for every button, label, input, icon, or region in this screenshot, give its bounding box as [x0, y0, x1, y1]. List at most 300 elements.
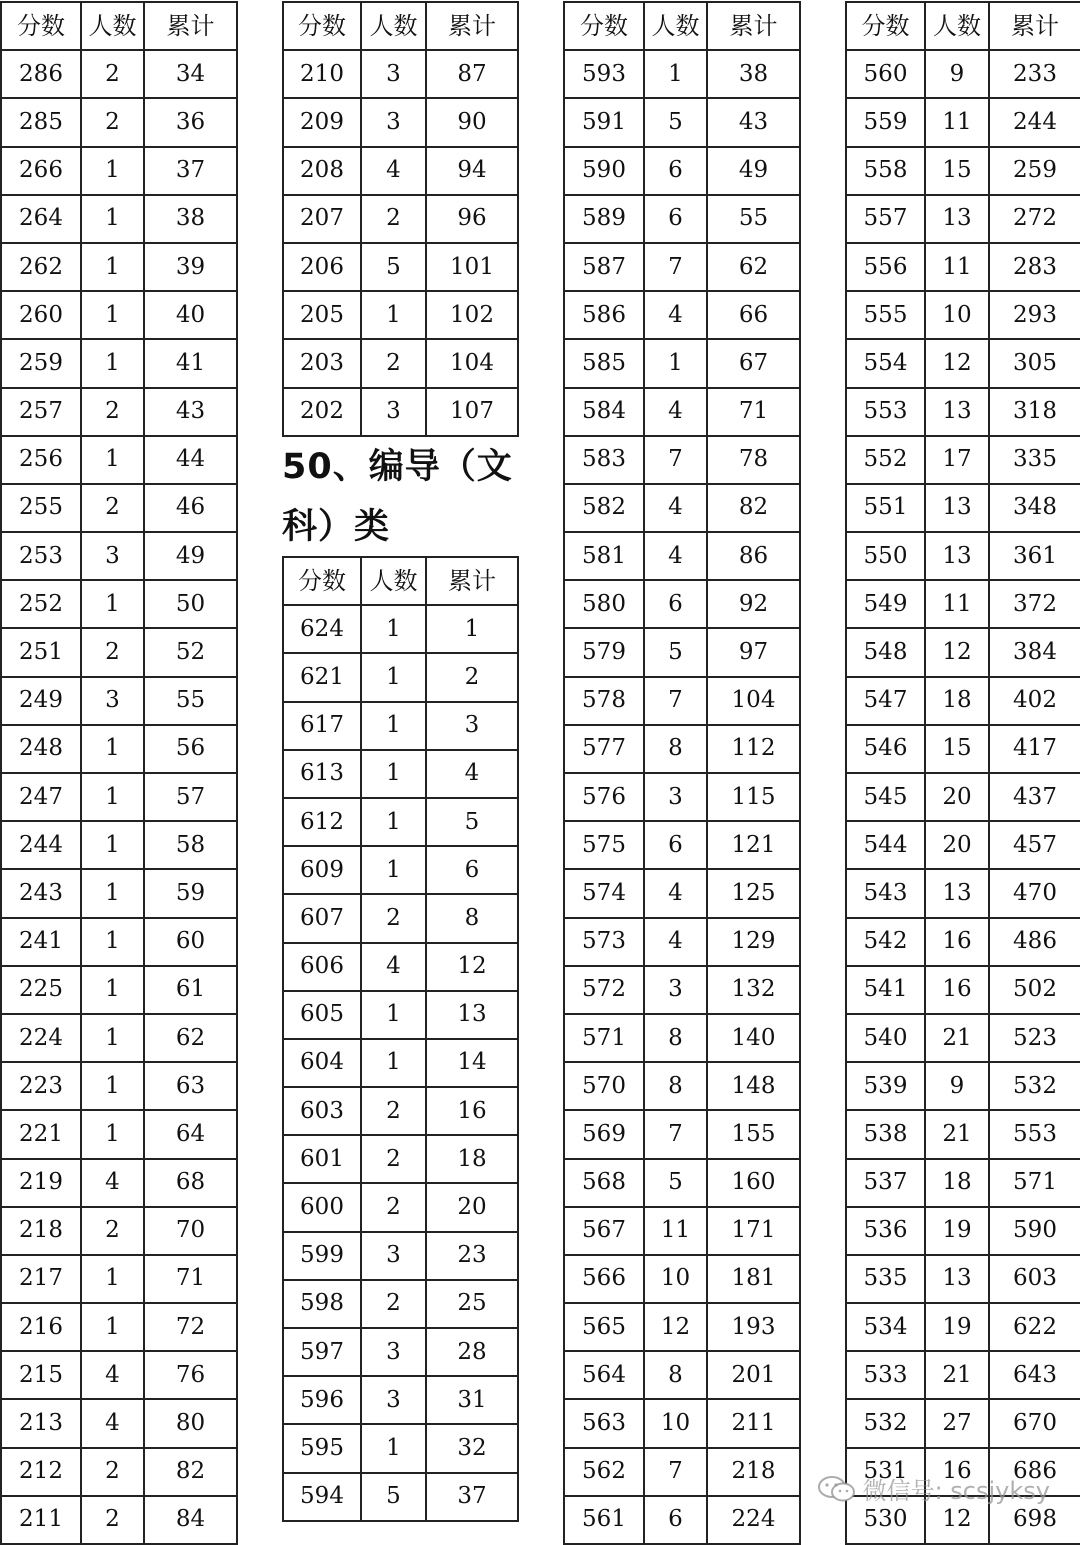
score-cell: 590	[564, 147, 644, 195]
score-cell: 538	[846, 1110, 925, 1158]
table-header-row	[1, 2, 237, 50]
score-table-1	[0, 1, 238, 1545]
column-header: 人数	[361, 2, 426, 50]
cumulative-cell: 43	[707, 98, 800, 146]
table-row	[283, 1473, 518, 1521]
count-cell: 3	[361, 1376, 426, 1424]
count-cell: 11	[925, 243, 989, 291]
score-cell: 556	[846, 243, 925, 291]
cumulative-cell: 181	[707, 1255, 800, 1303]
table-row	[1, 1448, 237, 1496]
column-header: 人数	[644, 2, 707, 50]
table-row	[846, 628, 1080, 676]
cumulative-cell: 140	[707, 1014, 800, 1062]
table-row	[846, 50, 1080, 98]
count-cell: 1	[81, 1062, 144, 1110]
table-row	[1, 388, 237, 436]
table-row	[564, 147, 800, 195]
score-cell: 207	[283, 195, 361, 243]
cumulative-cell: 82	[707, 484, 800, 532]
cumulative-cell: 622	[989, 1303, 1080, 1351]
count-cell: 21	[925, 1351, 989, 1399]
cumulative-cell: 2	[426, 653, 518, 701]
score-cell: 546	[846, 725, 925, 773]
score-cell: 624	[283, 605, 361, 653]
cumulative-cell: 132	[707, 966, 800, 1014]
count-cell: 1	[81, 580, 144, 628]
count-cell: 15	[925, 147, 989, 195]
table-row	[564, 1014, 800, 1062]
table-row	[846, 1399, 1080, 1447]
cumulative-cell: 49	[707, 147, 800, 195]
column-header: 分数	[846, 2, 925, 50]
count-cell: 2	[361, 1135, 426, 1183]
table-row	[846, 966, 1080, 1014]
cumulative-cell: 97	[707, 628, 800, 676]
count-cell: 27	[925, 1399, 989, 1447]
table-row	[1, 628, 237, 676]
cumulative-cell: 57	[144, 773, 237, 821]
score-cell: 285	[1, 98, 81, 146]
cumulative-cell: 55	[144, 677, 237, 725]
count-cell: 2	[81, 1448, 144, 1496]
score-cell: 595	[283, 1424, 361, 1472]
score-cell: 598	[283, 1280, 361, 1328]
score-cell: 249	[1, 677, 81, 725]
score-cell: 213	[1, 1399, 81, 1447]
count-cell: 11	[644, 1207, 707, 1255]
count-cell: 1	[644, 339, 707, 387]
cumulative-cell: 112	[707, 725, 800, 773]
score-cell: 550	[846, 532, 925, 580]
cumulative-cell: 31	[426, 1376, 518, 1424]
count-cell: 1	[361, 1424, 426, 1472]
cumulative-cell: 58	[144, 821, 237, 869]
cumulative-cell: 372	[989, 580, 1080, 628]
table-row	[283, 653, 518, 701]
score-cell: 585	[564, 339, 644, 387]
count-cell: 2	[81, 98, 144, 146]
cumulative-cell: 553	[989, 1110, 1080, 1158]
table-row	[1, 436, 237, 484]
cumulative-cell: 571	[989, 1159, 1080, 1207]
score-cell: 604	[283, 1039, 361, 1087]
count-cell: 10	[644, 1255, 707, 1303]
table-row	[564, 1351, 800, 1399]
count-cell: 1	[81, 773, 144, 821]
cumulative-cell: 318	[989, 388, 1080, 436]
cumulative-cell: 470	[989, 869, 1080, 917]
count-cell: 3	[644, 773, 707, 821]
table-row	[564, 50, 800, 98]
cumulative-cell: 82	[144, 1448, 237, 1496]
score-cell: 542	[846, 918, 925, 966]
score-cell: 224	[1, 1014, 81, 1062]
table-row	[564, 821, 800, 869]
count-cell: 16	[925, 918, 989, 966]
table-header-row	[283, 2, 518, 50]
count-cell: 5	[644, 1159, 707, 1207]
cumulative-cell: 148	[707, 1062, 800, 1110]
score-cell: 262	[1, 243, 81, 291]
score-cell: 568	[564, 1159, 644, 1207]
score-cell: 583	[564, 436, 644, 484]
table-row	[283, 147, 518, 195]
count-cell: 7	[644, 436, 707, 484]
table-row	[1, 50, 237, 98]
count-cell: 1	[361, 846, 426, 894]
score-cell: 617	[283, 702, 361, 750]
cumulative-cell: 96	[426, 195, 518, 243]
table-row	[846, 773, 1080, 821]
column-header: 累计	[989, 2, 1080, 50]
count-cell: 18	[925, 1159, 989, 1207]
score-cell: 557	[846, 195, 925, 243]
count-cell: 1	[81, 243, 144, 291]
cumulative-cell: 3	[426, 702, 518, 750]
count-cell: 13	[925, 869, 989, 917]
cumulative-cell: 86	[707, 532, 800, 580]
count-cell: 4	[361, 943, 426, 991]
count-cell: 8	[644, 1351, 707, 1399]
table-row	[283, 702, 518, 750]
count-cell: 12	[925, 1496, 989, 1544]
cumulative-cell: 201	[707, 1351, 800, 1399]
score-cell: 582	[564, 484, 644, 532]
score-cell: 613	[283, 750, 361, 798]
cumulative-cell: 348	[989, 484, 1080, 532]
score-cell: 565	[564, 1303, 644, 1351]
count-cell: 6	[644, 821, 707, 869]
table-row	[1, 966, 237, 1014]
score-cell: 612	[283, 798, 361, 846]
score-table-5	[845, 1, 1080, 1545]
score-cell: 575	[564, 821, 644, 869]
table-row	[846, 677, 1080, 725]
count-cell: 13	[925, 195, 989, 243]
table-row	[283, 1183, 518, 1231]
count-cell: 3	[81, 532, 144, 580]
score-cell: 552	[846, 436, 925, 484]
count-cell: 7	[644, 1448, 707, 1496]
score-cell: 264	[1, 195, 81, 243]
count-cell: 16	[925, 966, 989, 1014]
count-cell: 5	[361, 243, 426, 291]
cumulative-cell: 361	[989, 532, 1080, 580]
count-cell: 2	[81, 50, 144, 98]
count-cell: 8	[644, 1014, 707, 1062]
table-row	[846, 1303, 1080, 1351]
table-row	[564, 1303, 800, 1351]
table-row	[1, 580, 237, 628]
table-row	[564, 628, 800, 676]
count-cell: 19	[925, 1207, 989, 1255]
score-cell: 574	[564, 869, 644, 917]
table-row	[846, 388, 1080, 436]
count-cell: 2	[81, 1496, 144, 1544]
score-cell: 567	[564, 1207, 644, 1255]
table-row	[564, 1062, 800, 1110]
score-cell: 536	[846, 1207, 925, 1255]
count-cell: 7	[644, 243, 707, 291]
cumulative-cell: 12	[426, 943, 518, 991]
table-header-row	[564, 2, 800, 50]
table-row	[283, 605, 518, 653]
score-cell: 547	[846, 677, 925, 725]
table-row	[283, 1232, 518, 1280]
score-cell: 572	[564, 966, 644, 1014]
cumulative-cell: 670	[989, 1399, 1080, 1447]
count-cell: 1	[361, 798, 426, 846]
table-row	[1, 725, 237, 773]
cumulative-cell: 233	[989, 50, 1080, 98]
count-cell: 2	[81, 388, 144, 436]
count-cell: 1	[81, 918, 144, 966]
cumulative-cell: 38	[144, 195, 237, 243]
cumulative-cell: 76	[144, 1351, 237, 1399]
table-row	[846, 291, 1080, 339]
table-row	[846, 484, 1080, 532]
section-title: 50、编导（文科）类	[282, 447, 513, 547]
count-cell: 3	[361, 388, 426, 436]
cumulative-cell: 590	[989, 1207, 1080, 1255]
count-cell: 1	[81, 1014, 144, 1062]
cumulative-cell: 13	[426, 991, 518, 1039]
score-cell: 537	[846, 1159, 925, 1207]
score-table-3	[282, 556, 519, 1522]
count-cell: 4	[644, 869, 707, 917]
count-cell: 12	[925, 339, 989, 387]
cumulative-cell: 104	[426, 339, 518, 387]
score-cell: 586	[564, 291, 644, 339]
count-cell: 11	[925, 580, 989, 628]
table-row	[283, 894, 518, 942]
table-row	[564, 1159, 800, 1207]
count-cell: 20	[925, 821, 989, 869]
count-cell: 4	[644, 532, 707, 580]
column-header: 分数	[283, 557, 361, 605]
score-cell: 540	[846, 1014, 925, 1062]
score-cell: 260	[1, 291, 81, 339]
count-cell: 7	[644, 1110, 707, 1158]
count-cell: 4	[644, 388, 707, 436]
cumulative-cell: 71	[707, 388, 800, 436]
cumulative-cell: 46	[144, 484, 237, 532]
count-cell: 1	[81, 725, 144, 773]
cumulative-cell: 8	[426, 894, 518, 942]
score-cell: 581	[564, 532, 644, 580]
table-row	[846, 725, 1080, 773]
cumulative-cell: 87	[426, 50, 518, 98]
cumulative-cell: 4	[426, 750, 518, 798]
cumulative-cell: 523	[989, 1014, 1080, 1062]
score-cell: 587	[564, 243, 644, 291]
count-cell: 18	[925, 677, 989, 725]
count-cell: 1	[361, 1039, 426, 1087]
table-row	[283, 98, 518, 146]
table-row	[1, 821, 237, 869]
cumulative-cell: 23	[426, 1232, 518, 1280]
cumulative-cell: 437	[989, 773, 1080, 821]
score-cell: 589	[564, 195, 644, 243]
count-cell: 13	[925, 388, 989, 436]
table-row	[1, 484, 237, 532]
cumulative-cell: 50	[144, 580, 237, 628]
score-cell: 253	[1, 532, 81, 580]
count-cell: 19	[925, 1303, 989, 1351]
count-cell: 2	[81, 1207, 144, 1255]
score-cell: 601	[283, 1135, 361, 1183]
count-cell: 8	[644, 725, 707, 773]
cumulative-cell: 49	[144, 532, 237, 580]
cumulative-cell: 25	[426, 1280, 518, 1328]
cumulative-cell: 62	[144, 1014, 237, 1062]
cumulative-cell: 121	[707, 821, 800, 869]
count-cell: 3	[81, 677, 144, 725]
count-cell: 4	[361, 147, 426, 195]
cumulative-cell: 28	[426, 1328, 518, 1376]
count-cell: 3	[361, 1328, 426, 1376]
table-row	[846, 243, 1080, 291]
score-cell: 203	[283, 339, 361, 387]
table-row	[1, 147, 237, 195]
column-header: 分数	[1, 2, 81, 50]
score-cell: 584	[564, 388, 644, 436]
table-row	[564, 243, 800, 291]
table-row	[564, 388, 800, 436]
count-cell: 1	[361, 991, 426, 1039]
score-cell: 571	[564, 1014, 644, 1062]
score-cell: 580	[564, 580, 644, 628]
count-cell: 1	[644, 50, 707, 98]
score-cell: 570	[564, 1062, 644, 1110]
score-cell: 562	[564, 1448, 644, 1496]
score-cell: 206	[283, 243, 361, 291]
table-row	[1, 291, 237, 339]
cumulative-cell: 115	[707, 773, 800, 821]
table-row	[846, 436, 1080, 484]
score-cell: 579	[564, 628, 644, 676]
cumulative-cell: 686	[989, 1448, 1080, 1496]
table-row	[283, 846, 518, 894]
score-cell: 578	[564, 677, 644, 725]
count-cell: 13	[925, 532, 989, 580]
table-row	[1, 339, 237, 387]
cumulative-cell: 107	[426, 388, 518, 436]
score-cell: 541	[846, 966, 925, 1014]
cumulative-cell: 36	[144, 98, 237, 146]
cumulative-cell: 55	[707, 195, 800, 243]
table-row	[564, 195, 800, 243]
cumulative-cell: 52	[144, 628, 237, 676]
cumulative-cell: 40	[144, 291, 237, 339]
count-cell: 6	[644, 147, 707, 195]
score-cell: 217	[1, 1255, 81, 1303]
cumulative-cell: 211	[707, 1399, 800, 1447]
table-row	[283, 388, 518, 436]
cumulative-cell: 37	[426, 1473, 518, 1521]
cumulative-cell: 283	[989, 243, 1080, 291]
cumulative-cell: 72	[144, 1303, 237, 1351]
cumulative-cell: 101	[426, 243, 518, 291]
cumulative-cell: 94	[426, 147, 518, 195]
count-cell: 10	[925, 291, 989, 339]
table-row	[564, 918, 800, 966]
cumulative-cell: 603	[989, 1255, 1080, 1303]
cumulative-cell: 402	[989, 677, 1080, 725]
table-row	[283, 991, 518, 1039]
table-row	[1, 773, 237, 821]
table-row	[846, 339, 1080, 387]
score-cell: 215	[1, 1351, 81, 1399]
count-cell: 4	[644, 291, 707, 339]
column-header: 人数	[361, 557, 426, 605]
table-row	[846, 1110, 1080, 1158]
cumulative-cell: 218	[707, 1448, 800, 1496]
score-cell: 243	[1, 869, 81, 917]
table-row	[846, 147, 1080, 195]
table-row	[564, 291, 800, 339]
cumulative-cell: 14	[426, 1039, 518, 1087]
cumulative-cell: 417	[989, 725, 1080, 773]
score-cell: 553	[846, 388, 925, 436]
table-row	[564, 773, 800, 821]
cumulative-cell: 90	[426, 98, 518, 146]
cumulative-cell: 68	[144, 1159, 237, 1207]
cumulative-cell: 171	[707, 1207, 800, 1255]
cumulative-cell: 67	[707, 339, 800, 387]
table-row	[846, 98, 1080, 146]
score-cell: 554	[846, 339, 925, 387]
table-row	[283, 1424, 518, 1472]
table-row	[846, 918, 1080, 966]
table-row	[846, 821, 1080, 869]
table-row	[846, 869, 1080, 917]
cumulative-cell: 104	[707, 677, 800, 725]
cumulative-cell: 61	[144, 966, 237, 1014]
score-cell: 530	[846, 1496, 925, 1544]
table-row	[283, 943, 518, 991]
count-cell: 1	[81, 436, 144, 484]
score-cell: 255	[1, 484, 81, 532]
score-cell: 594	[283, 1473, 361, 1521]
watermark-text: 微信号: scsjyksy	[862, 1477, 1050, 1505]
score-cell: 599	[283, 1232, 361, 1280]
cumulative-cell: 63	[144, 1062, 237, 1110]
count-cell: 13	[925, 1255, 989, 1303]
score-cell: 532	[846, 1399, 925, 1447]
cumulative-cell: 384	[989, 628, 1080, 676]
score-table-2	[282, 1, 519, 437]
cumulative-cell: 62	[707, 243, 800, 291]
count-cell: 7	[644, 677, 707, 725]
table-row	[846, 195, 1080, 243]
cumulative-cell: 59	[144, 869, 237, 917]
table-row	[1, 1303, 237, 1351]
table-row	[1, 98, 237, 146]
count-cell: 3	[644, 966, 707, 1014]
score-cell: 211	[1, 1496, 81, 1544]
table-row	[564, 677, 800, 725]
count-cell: 1	[81, 869, 144, 917]
cumulative-cell: 60	[144, 918, 237, 966]
table-row	[1, 1496, 237, 1544]
table-row	[564, 869, 800, 917]
cumulative-cell: 44	[144, 436, 237, 484]
cumulative-cell: 80	[144, 1399, 237, 1447]
table-row	[564, 1207, 800, 1255]
score-cell: 539	[846, 1062, 925, 1110]
